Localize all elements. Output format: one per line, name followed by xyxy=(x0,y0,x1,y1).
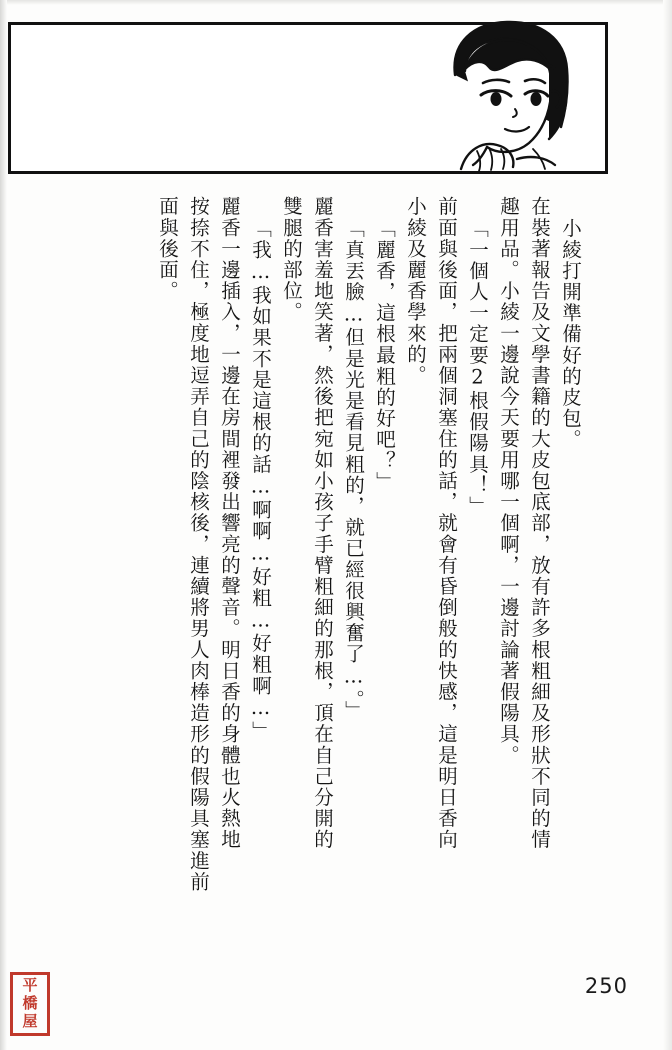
manga-portrait-icon xyxy=(421,9,591,177)
scan-edge-right xyxy=(663,0,672,1050)
text-column: 小綾及麗香學來的。 xyxy=(404,196,427,386)
scan-edge-top xyxy=(0,0,672,5)
illustration-panel xyxy=(8,22,608,174)
publisher-stamp xyxy=(10,972,50,1036)
text-column: 「我…我如果不是這根的話…啊啊…好粗…好粗啊…」 xyxy=(249,218,272,742)
stamp-char-3: 屋 xyxy=(22,1011,38,1030)
page-number: 250 xyxy=(584,974,628,998)
stamp-char-2: 橋 xyxy=(22,994,38,1013)
stamp-char-1: 平 xyxy=(22,976,38,995)
text-column: 小綾打開準備好的皮包。 xyxy=(559,218,582,451)
text-column: 面與後面。 xyxy=(156,196,179,302)
body-text xyxy=(70,196,580,956)
text-column: 按捺不住，極度地逗弄自己的陰核後，連續將男人肉棒造形的假陽具塞進前 xyxy=(187,196,210,893)
text-column: 趣用品。小綾一邊說今天要用哪一個啊，一邊討論著假陽具。 xyxy=(497,196,520,766)
text-column: 雙腿的部位。 xyxy=(280,196,303,323)
text-column: 麗香一邊插入，一邊在房間裡發出響亮的聲音。明日香的身體也火熱地 xyxy=(218,196,241,851)
text-column: 在裝著報告及文學書籍的大皮包底部，放有許多根粗細及形狀不同的情 xyxy=(528,196,551,851)
text-column: 前面與後面，把兩個洞塞住的話，就會有昏倒般的快感，這是明日香向 xyxy=(435,196,458,851)
text-column: 「真丟臉…但是光是看見粗的，就已經很興奮了…。」 xyxy=(342,218,365,722)
scan-edge-left xyxy=(0,0,7,1050)
text-column: 「麗香，這根最粗的好吧？」 xyxy=(373,218,396,493)
text-column: 麗香害羞地笑著，然後把宛如小孩子手臂粗細的那根，頂在自己分開的 xyxy=(311,196,334,851)
text-column: 「一個人一定要2根假陽具！」 xyxy=(466,218,489,517)
